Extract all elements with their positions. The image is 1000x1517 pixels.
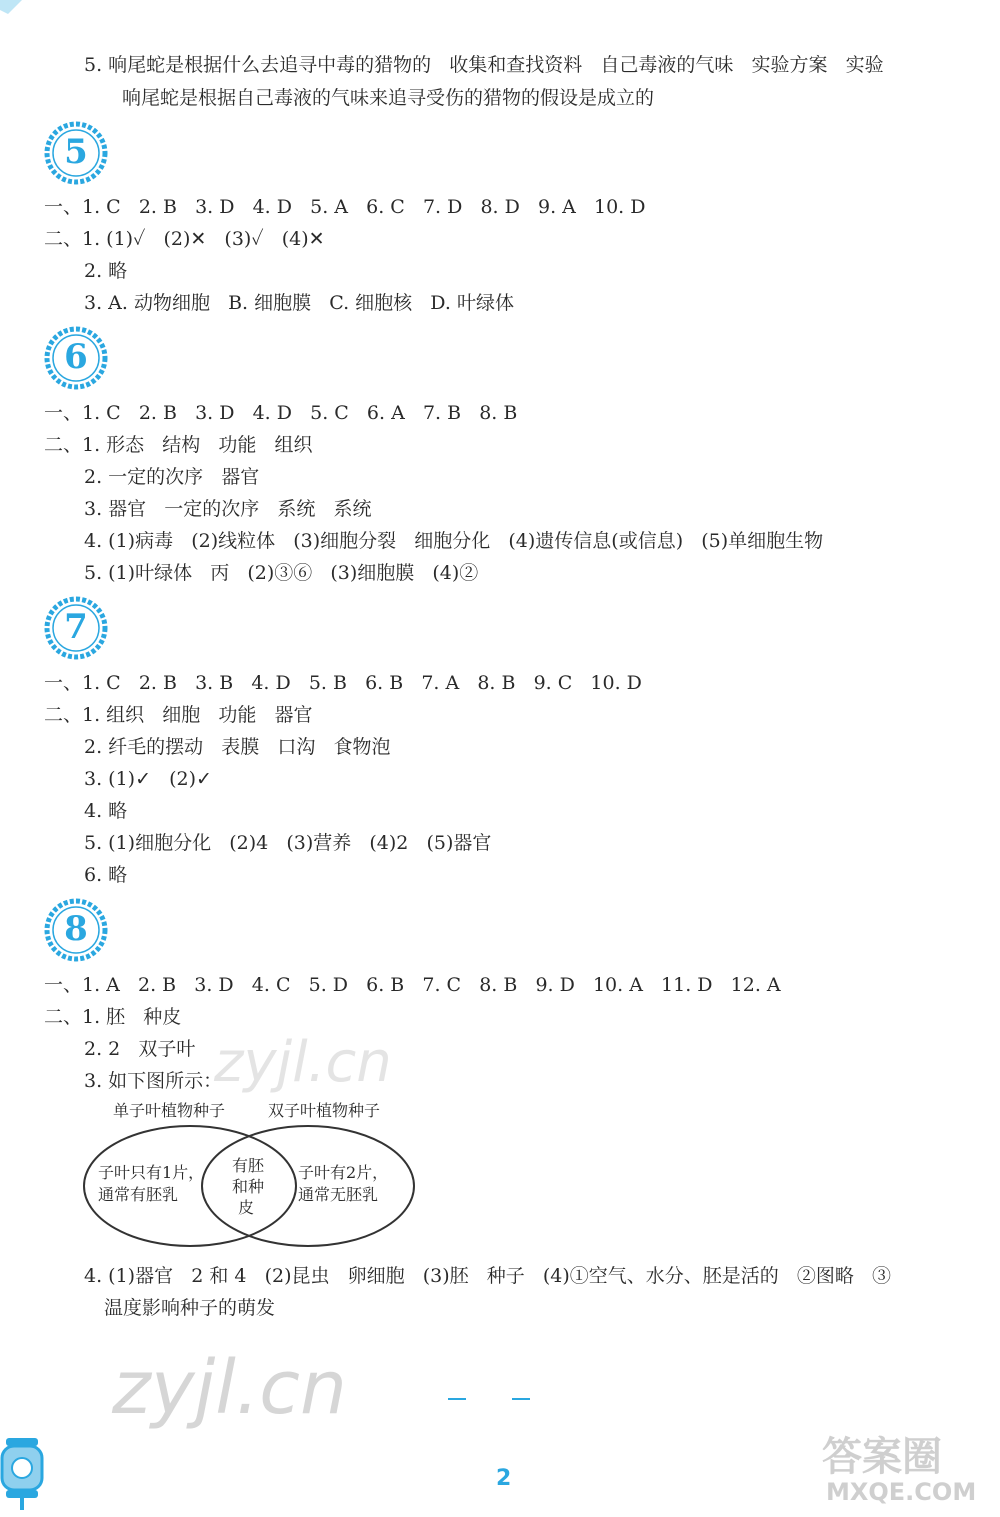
section-badge-8 (44, 898, 108, 962)
answer-line: 3. (1)✓ (2)✓ (84, 768, 212, 790)
venn-left-text: 通常有胚乳 (98, 1185, 179, 1204)
venn-middle-text: 和种 (232, 1177, 265, 1196)
answer-line: 4. (1)器官 2 和 4 (2)昆虫 卵细胞 (3)胚 种子 (4)①空气、水分、胚是活的 ②图略 ③ (84, 1265, 892, 1287)
section-badge-6 (44, 326, 108, 390)
venn-left-text: 子叶只有1片， (98, 1163, 205, 1182)
venn-right-text: 通常无胚乳 (298, 1185, 379, 1204)
decorative-dash (512, 1398, 530, 1400)
answer-line: 3. 器官 一定的次序 系统 系统 (84, 498, 372, 520)
answer-line: 3. A. 动物细胞 B. 细胞膜 C. 细胞核 D. 叶绿体 (84, 292, 514, 314)
answer-line: 一、1. A 2. B 3. D 4. C 5. D 6. B 7. C 8. B 9. D 10. A 11. D 12. A (44, 974, 781, 996)
section-number: 6 (64, 337, 88, 377)
watermark: zyjl.cn (112, 1345, 347, 1431)
answer-line: 2. 略 (84, 260, 128, 282)
answer-line: 二、1. 形态 结构 功能 组织 (44, 434, 313, 456)
answer-line: 二、1. (1)✓ (2)✕ (3)✓ (4)✕ (44, 228, 325, 250)
answer-line: 温度影响种子的萌发 (104, 1297, 276, 1319)
corner-url: MXQE.COM (826, 1478, 977, 1506)
venn-right-text: 子叶有2片， (298, 1163, 389, 1182)
answer-line: 2. 纤毛的摆动 表膜 口沟 食物泡 (84, 736, 391, 758)
section-badge-7 (44, 596, 108, 660)
venn-right-title: 双子叶植物种子 (268, 1101, 381, 1120)
answer-line: 5. (1)细胞分化 (2)4 (3)营养 (4)2 (5)器官 (84, 832, 492, 854)
page-number: 2 (496, 1466, 512, 1491)
answer-line: 5. (1)叶绿体 丙 (2)③⑥ (3)细胞膜 (4)② (84, 562, 479, 584)
answer-line: 一、1. C 2. B 3. B 4. D 5. B 6. B 7. A 8. B 9. C 10. D (44, 672, 642, 694)
answer-line: 2. 一定的次序 器官 (84, 466, 260, 488)
answer-line: 3. 如下图所示： (84, 1070, 223, 1092)
venn-left-title: 单子叶植物种子 (113, 1101, 226, 1120)
answer-line: 一、1. C 2. B 3. D 4. D 5. A 6. C 7. D 8. D 9. A 10. D (44, 196, 646, 218)
section-number: 7 (64, 607, 88, 647)
answer-line: 二、1. 胚 种皮 (44, 1006, 182, 1028)
answer-line: 5. 响尾蛇是根据什么去追寻中毒的猎物的 收集和查找资料 自己毒液的气味 实验方案 实验 (84, 54, 884, 76)
lantern-decoration-icon (0, 1432, 46, 1512)
decorative-dash (448, 1398, 466, 1400)
section-badge-5 (44, 121, 108, 185)
answer-line: 4. (1)病毒 (2)线粒体 (3)细胞分裂 细胞分化 (4)遗传信息(或信息) (5)单细胞生物 (84, 530, 824, 552)
answer-line: 4. 略 (84, 800, 128, 822)
watermark: zyjl.cn (214, 1030, 392, 1095)
answer-line: 响尾蛇是根据自己毒液的气味来追寻受伤的猎物的假设是成立的 (122, 87, 655, 109)
corner-mark-icon (0, 0, 22, 14)
venn-middle-text: 有胚 (232, 1156, 265, 1175)
answer-line: 2. 2 双子叶 (84, 1038, 196, 1060)
section-number: 5 (64, 132, 88, 172)
answer-line: 一、1. C 2. B 3. D 4. D 5. C 6. A 7. B 8. B (44, 402, 518, 424)
venn-middle-text: 皮 (238, 1198, 255, 1217)
answer-line: 二、1. 组织 细胞 功能 器官 (44, 704, 313, 726)
corner-logo: 答案圈 (822, 1434, 942, 1480)
section-number: 8 (64, 909, 88, 949)
answer-line: 6. 略 (84, 864, 128, 886)
